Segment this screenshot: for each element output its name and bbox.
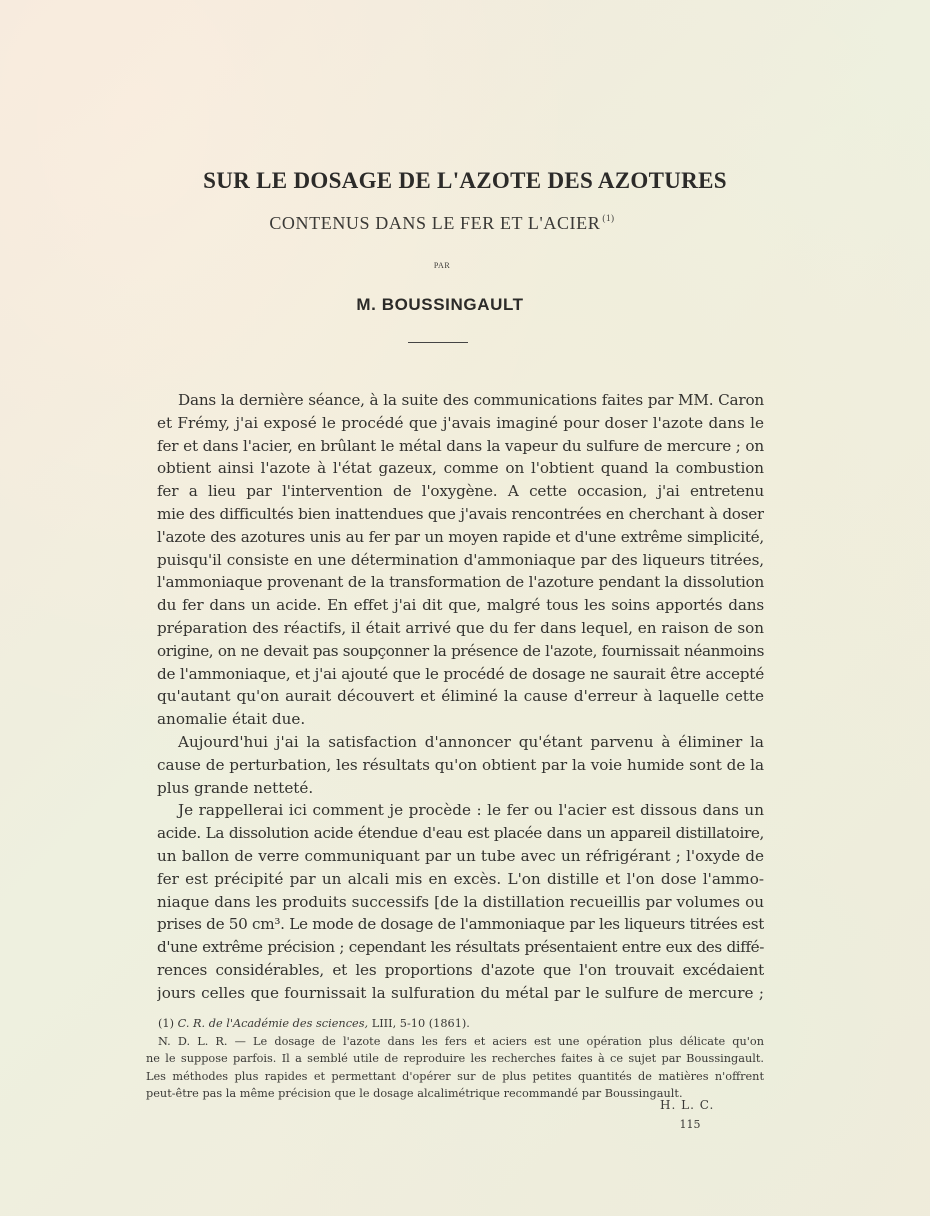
text-line: puisqu'il consiste en une détermination d'ammoniaque par des liqueurs titrées, <box>157 550 764 569</box>
text-line: l'ammoniaque provenant de la transformation de l'azoture pendant la dissolution <box>157 573 764 592</box>
text-line: Dans la dernière séance, à la suite des communications faites par MM. Caron <box>178 391 764 409</box>
text-line: rences considérables, et les proportions d'azote que l'on trouvait excédaient <box>157 960 764 979</box>
text-line: de l'ammoniaque, et j'ai ajouté que le procédé de dosage ne saurait être accepté <box>157 664 764 683</box>
footnotes <box>146 1015 764 1103</box>
text-line: un ballon de verre communiquant par un tube avec un réfrigérant ; l'oxyde de <box>157 846 764 865</box>
article-title: SUR LE DOSAGE DE L'AZOTE DES AZOTURES <box>203 168 727 193</box>
author-name: M. BOUSSINGAULT <box>356 295 524 314</box>
page-number: 115 <box>679 1118 701 1131</box>
editor-note-line: peut-être pas la même précision que le dosage alcalimétrique recommandé par Boussingault. <box>146 1087 683 1101</box>
byline-par: PAR <box>433 261 451 270</box>
text-line: niaque dans les produits successifs [de la distillation recueillis par volumes ou <box>157 892 764 911</box>
text-line: mie des difficultés bien inattendues que j'avais rencontrées en cherchant à doser <box>157 504 764 523</box>
text-line: cause de perturbation, les résultats qu'on obtient par la voie humide sont de la <box>157 755 764 774</box>
text-line: obtient ainsi l'azote à l'état gazeux, comme on l'obtient quand la combustion <box>157 459 764 478</box>
text-line: plus grande netteté. <box>157 778 314 797</box>
text-line: origine, on ne devait pas soupçonner la présence de l'azote, fournissait néanmoins <box>157 641 764 660</box>
text-line: Aujourd'hui j'ai la satisfaction d'annoncer qu'étant parvenu à éliminer la <box>178 732 764 751</box>
footnote-1 <box>146 1015 764 1033</box>
text-line: fer et dans l'acier, en brûlant le métal dans la vapeur du sulfure de mercure ; on <box>157 436 764 455</box>
text-line: jours celles que fournissait la sulfuration du métal par le sulfure de mercure ; <box>157 983 764 1002</box>
text-line: l'azote des azotures unis au fer par un moyen rapide et d'une extrême simplicité, <box>157 527 764 546</box>
text-line: d'une extrême précision ; cependant les résultats présentaient entre eux des diffé- <box>157 938 764 957</box>
editor-signature: H. L. C. <box>660 1098 715 1112</box>
text-line: acide. La dissolution acide étendue d'eau est placée dans un appareil distillatoire, <box>157 824 764 843</box>
body-text <box>157 389 764 1005</box>
text-line: qu'autant qu'on aurait découvert et éliminé la cause d'erreur à laquelle cette <box>157 687 764 706</box>
footnote-1-ref: LIII, 5-10 (1861). <box>371 1017 470 1030</box>
editor-note-line: N. D. L. R. — Le dosage de l'azote dans les fers et aciers est une opération plus délicate qu'on <box>158 1034 764 1048</box>
editor-note-line: Les méthodes plus rapides et permettant d'opérer sur de plus petites quantités de matières n'offrent <box>146 1069 764 1083</box>
text-line: et Frémy, j'ai exposé le procédé que j'avais imaginé pour doser l'azote dans le <box>157 413 764 432</box>
footnote-1-mark: (1) <box>158 1017 175 1030</box>
text-line: anomalie était due. <box>157 710 306 729</box>
text-line: fer a lieu par l'intervention de l'oxygène. A cette occasion, j'ai entretenu <box>157 482 764 501</box>
editor-note-line: ne le suppose parfois. Il a semblé utile de reproduire les recherches faites à ce sujet par Boussingault. <box>146 1052 764 1066</box>
footnote-1-source: C. R. de l'Académie des sciences, <box>177 1017 369 1030</box>
title-divider <box>408 342 468 343</box>
article-subtitle <box>0 213 884 234</box>
text-line: préparation des réactifs, il était arrivé que du fer dans lequel, en raison de son <box>157 618 764 637</box>
text-line: du fer dans un acide. En effet j'ai dit que, malgré tous les soins apportés dans <box>157 596 764 615</box>
text-line: fer est précipité par un alcali mis en excès. L'on distille et l'on dose l'ammo- <box>157 869 764 888</box>
text-line: prises de 50 cm³. Le mode de dosage de l'ammoniaque par les liqueurs titrées est <box>157 915 764 934</box>
text-line: Je rappellerai ici comment je procède : le fer ou l'acier est dissous dans un <box>178 801 764 820</box>
subtitle-text: CONTENUS DANS LE FER ET L'ACIER <box>269 213 601 233</box>
footnote-marker: (1) <box>602 213 615 223</box>
